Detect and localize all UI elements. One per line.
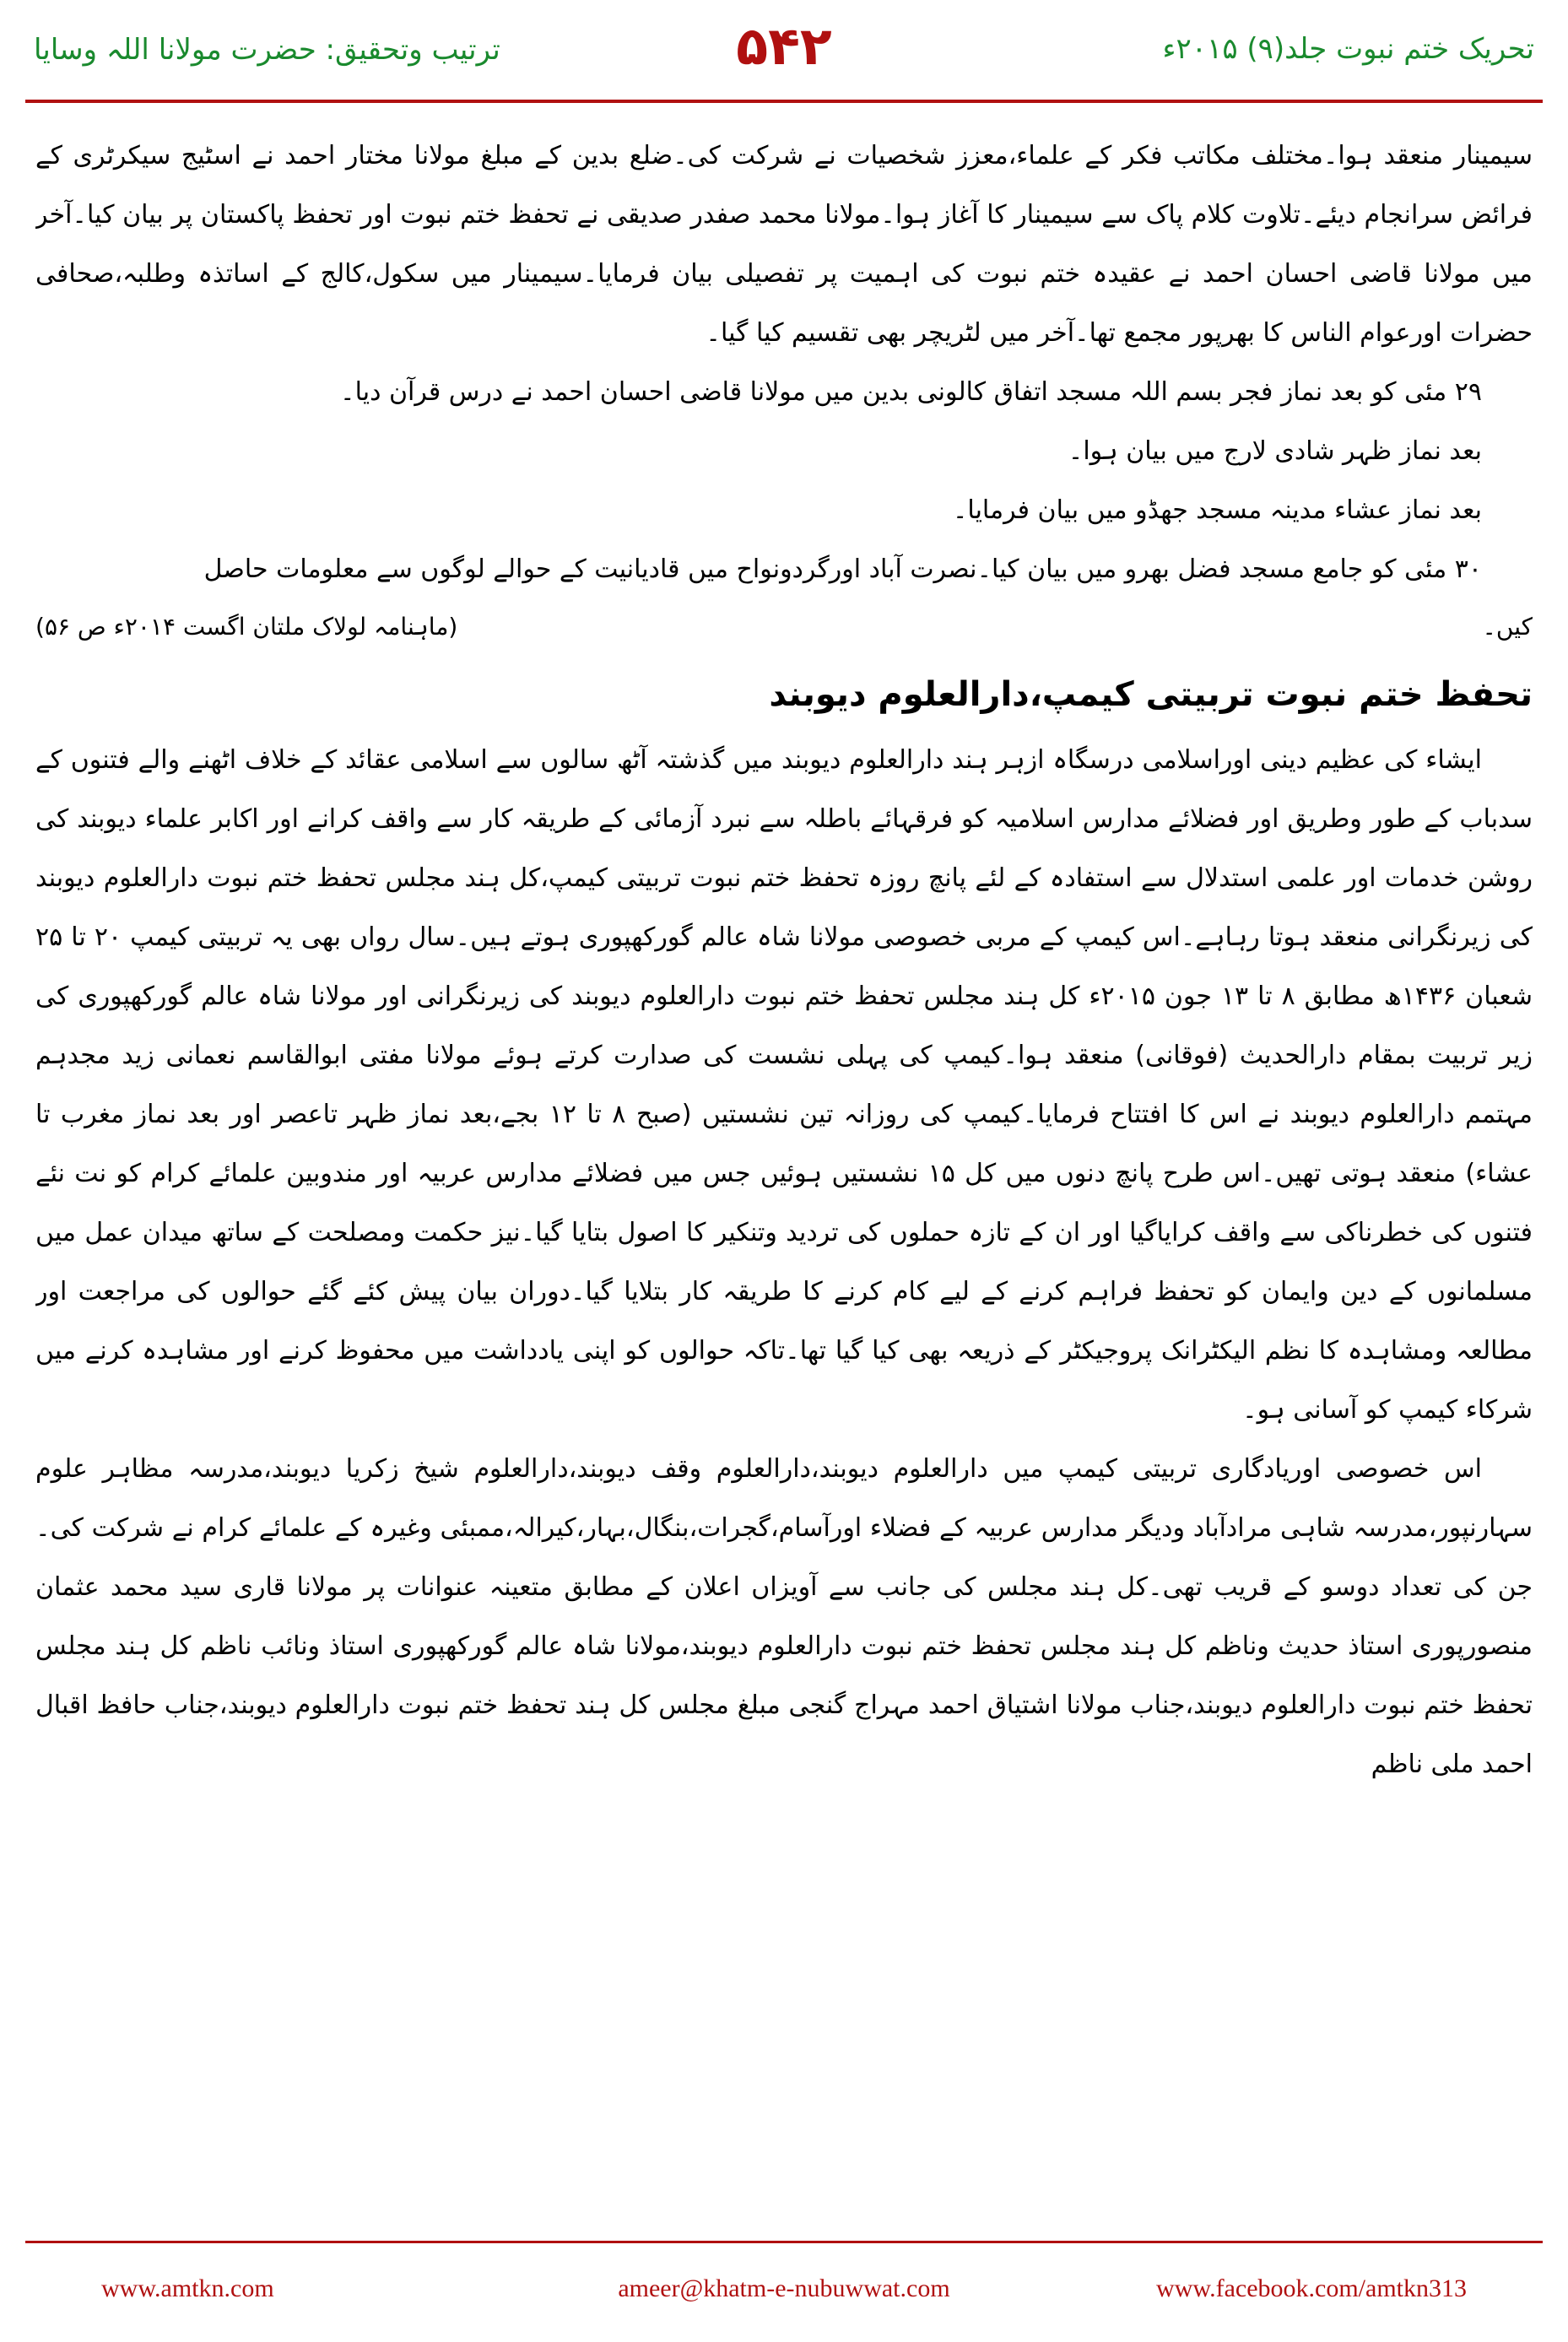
page-footer (0, 2241, 1568, 2342)
book-title: تحریک ختم نبوت جلد(۹) ۲۰۱۵ء (1162, 32, 1534, 66)
list-item: بعد نماز ظہر شادی لارج میں بیان ہوا۔ (1068, 436, 1482, 466)
paragraph-participants: اس خصوصی اوریادگاری تربیتی کیمپ میں دارالعلوم دیوبند،دارالعلوم وقف دیوبند،دارالعلوم شیخ زکریا دیوبند،مدرسہ مظاہر علوم سہارنپور،مدرسہ شاہی مرادآباد ودیگر مدارس عربیہ کے فضلاء اورآسام،گجرات،بنگال،بہار،کیرالہ،ممبئی وغیرہ کے علمائے کرام نے شرکت کی۔جن کی تعداد دوسو کے قریب تھی۔کل ہند مجلس کی جانب سے آویزاں اعلان کے مطابق متعینہ عنوانات پر مولانا قاری سید محمد عثمان منصورپوری استاذ حدیث وناظم کل ہند مجلس تحفظ ختم نبوت دارالعلوم دیوبند،مولانا شاہ عالم گورکھپوری استاذ ونائب ناظم کل ہند مجلس تحفظ ختم نبوت دارالعلوم دیوبند،جناب مولانا اشتیاق احمد مہراج گنجی مبلغ مجلس کل ہند تحفظ ختم نبوت دارالعلوم دیوبند،جناب حافظ اقبال احمد ملی ناظم (35, 1454, 1533, 1779)
list-item: بعد نماز عشاء مدینہ مسجد جھڈو میں بیان فرمایا۔ (952, 495, 1482, 525)
section-heading: تحفظ ختم نبوت تربیتی کیمپ،دارالعلوم دیوبند (769, 675, 1533, 714)
page-content (35, 127, 1533, 2203)
page-number: ۵۴۲ (736, 15, 832, 77)
email-link[interactable]: ameer@khatm-e-nubuwwat.com (618, 2274, 950, 2302)
page-header (0, 0, 1568, 110)
paragraph-camp: ایشاء کی عظیم دینی اوراسلامی درسگاہ ازہر ہند دارالعلوم دیوبند میں گذشتہ آٹھ سالوں سے اسلامی عقائد کے خلاف اٹھنے والے فتنوں کے سدباب کے طور وطریق اور فضلائے مدارس اسلامیہ کو فرقہائے باطلہ سے نبرد آزمائی کے طریقہ کار سے واقف کرانے اور اکابر علماء دیوبند کی روشن خدمات اور علمی استدلال سے استفادہ کے لئے پانچ روزہ تحفظ ختم نبوت تربیتی کیمپ،کل ہند مجلس تحفظ ختم نبوت دارالعلوم دیوبند کی زیرنگرانی منعقد ہوتا رہاہے۔اس کیمپ کے مربی خصوصی مولانا شاہ عالم گورکھپوری ہوتے ہیں۔سال رواں بھی یہ تربیتی کیمپ ۲۰ تا ۲۵ شعبان ۱۴۳۶ھ مطابق ۸ تا ۱۳ جون ۲۰۱۵ء کل ہند مجلس تحفظ ختم نبوت دارالعلوم دیوبند کی زیرنگرانی اور مولانا شاہ عالم گورکھپوری کی زیر تربیت بمقام دارالحدیث (فوقانی) منعقد ہوا۔کیمپ کی پہلی نشست کی صدارت کرتے ہوئے مولانا مفتی ابوالقاسم نعمانی زید مجدہم مہتمم دارالعلوم دیوبند نے اس کا افتتاح فرمایا۔کیمپ کی روزانہ تین نشستیں (صبح ۸ تا ۱۲ بجے،بعد نماز ظہر تاعصر اور بعد نماز مغرب تا عشاء) منعقد ہوتی تھیں۔اس طرح پانچ دنوں میں کل ۱۵ نشستیں ہوئیں جس میں فضلائے مدارس عربیہ اور مندوبین علمائے کرام کو نت نئے فتنوں کی خطرناکی سے واقف کرایاگیا اور ان کے تازہ حملوں کی تردید وتنکیر کا اصول بتایا گیا۔نیز حکمت ومصلحت کے ساتھ میدان عمل میں مسلمانوں کے دین وایمان کو تحفظ فراہم کرنے کے لیے کام کرنے کا طریقہ کار بتلایا گیا۔دوران بیان پیش کئے گئے حوالوں کی مراجعت اور مطالعہ ومشاہدہ کا نظم الیکٹرانک پروجیکٹر کے ذریعہ بھی کیا گیا تھا۔تاکہ حوالوں کو اپنی یادداشت میں محفوظ کرنے اور مشاہدہ کرنے میں شرکاء کیمپ کو آسانی ہو۔ (35, 745, 1533, 1425)
list-item-end: کیں۔ (1482, 613, 1533, 641)
header-divider (25, 100, 1543, 103)
paragraph-seminar: سیمینار منعقد ہوا۔مختلف مکاتب فکر کے علماء،معزز شخصیات نے شرکت کی۔ضلع بدین کے مبلغ مولانا مختار احمد نے اسٹیج سیکرٹری کے فرائض سرانجام دیئے۔تلاوت کلام پاک سے سیمینار کا آغاز ہوا۔مولانا محمد صفدر صدیقی نے تحفظ ختم نبوت اور تحفظ پاکستان پر بیان کیا۔آخر میں مولانا قاضی احسان احمد نے عقیدہ ختم نبوت کی اہمیت پر تفصیلی بیان فرمایا۔سیمینار میں سکول،کالج کے اساتذہ وطلبہ،صحافی حضرات اورعوام الناس کا بھرپور مجمع تھا۔آخر میں لٹریچر بھی تقسیم کیا گیا۔ (35, 141, 1533, 348)
facebook-link[interactable]: www.facebook.com/amtkn313 (1156, 2274, 1467, 2302)
website-link[interactable]: www.amtkn.com (101, 2274, 274, 2302)
citation-line (35, 599, 1533, 655)
list-item: ۳۰ مئی کو جامع مسجد فضل بھرو میں بیان کیا۔نصرت آباد اورگردونواح میں قادیانیت کے حوالے لوگوں سے معلومات حاصل (203, 554, 1482, 584)
footer-divider (25, 2241, 1543, 2243)
source-citation: (ماہنامہ لولاک ملتان اگست ۲۰۱۴ء ص ۵۶) (35, 613, 458, 641)
compiler-credit: ترتیب وتحقیق: حضرت مولانا اللہ وسایا (34, 33, 500, 67)
list-item: ۲۹ مئی کو بعد نماز فجر بسم اللہ مسجد اتفاق کالونی بدین میں مولانا قاضی احسان احمد نے درس قرآن دیا۔ (340, 377, 1482, 407)
